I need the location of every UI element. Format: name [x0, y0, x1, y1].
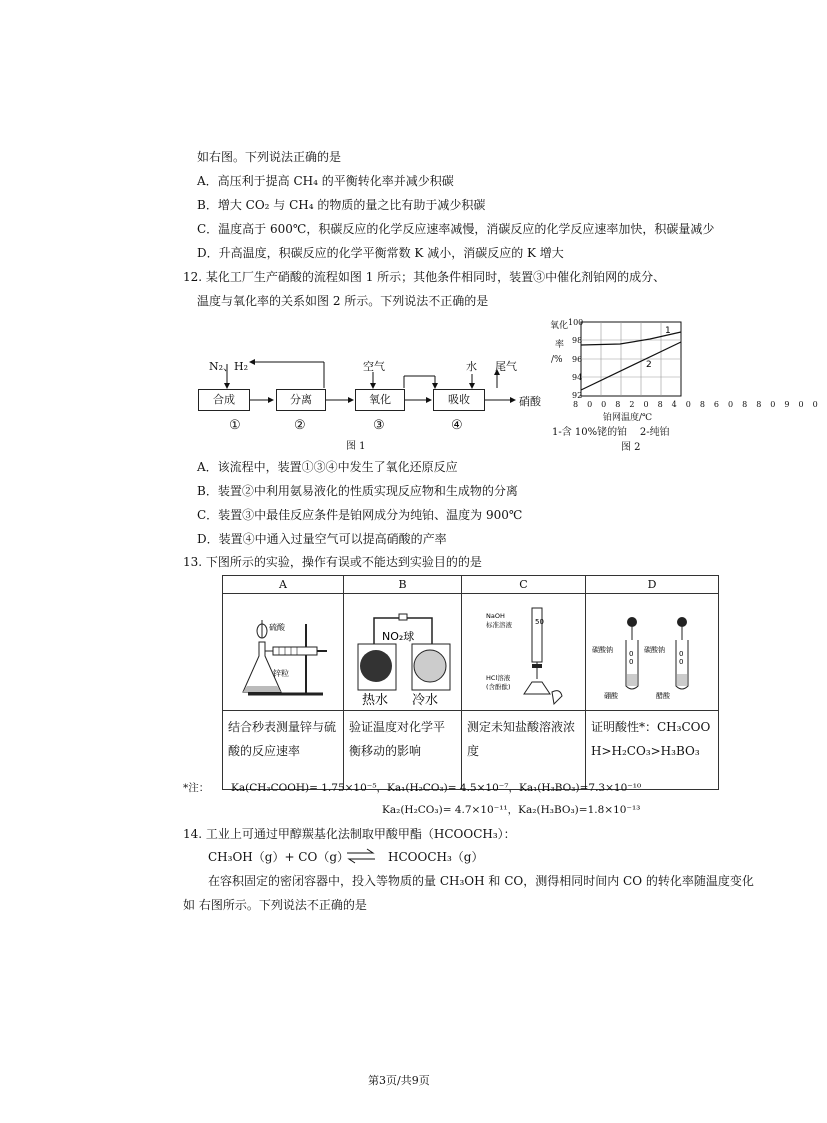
q14-eq-left: CH₃OH（g）+ CO（g） [208, 850, 350, 864]
q11-option-d: D．升高温度，积碳反应的化学平衡常数 K 减小，消碳反应的 K 增大 [197, 246, 564, 260]
q12-option-b: B．装置②中利用氨易液化的性质实现反应物和生成物的分离 [197, 484, 518, 498]
graph-xtick: 840 [657, 400, 700, 409]
flow-box-oxidation: 氧化 [355, 389, 405, 411]
label-sulfuric-acid: 硫酸 [269, 623, 285, 632]
graph-xtick: 880 [742, 400, 785, 409]
graph-curve-2-label: 2 [646, 360, 652, 370]
graph-xticks [573, 400, 827, 409]
titration-apparatus-icon [462, 594, 585, 707]
q12-stem-line1: 12. 某化工厂生产硝酸的流程如图 1 所示；其他条件相同时，装置③中催化剂铂网的成分、 [183, 270, 666, 284]
graph-ytick-100: 100 [568, 318, 584, 327]
drop-icon: 0 [679, 658, 684, 666]
flow-tail-gas: 尾气 [495, 360, 517, 373]
graph-ylabel-2: 率 [555, 340, 565, 350]
flow-num-4: ④ [451, 418, 463, 433]
graph-xtick: 860 [699, 400, 743, 409]
q14-eq-right: HCOOCH₃（g） [388, 850, 484, 864]
label-phenolphthalein: (含酚酞) [486, 683, 511, 691]
col-header-b: B [344, 576, 462, 594]
equilibrium-arrow-icon [346, 848, 376, 864]
flow-box-absorption: 吸收 [433, 389, 485, 411]
flow-product: 硝酸 [519, 395, 541, 408]
flow-input-air: 空气 [363, 360, 385, 373]
label-no2-ball: NO₂球 [382, 630, 415, 643]
graph-legend: 1-含 10%铑的铂 2-纯铂 [552, 427, 670, 438]
flow-num-1: ① [229, 418, 241, 433]
graph-ylabel-1: 氧化 [550, 321, 569, 331]
desc-d: 证明酸性*：CH₃COOH>H₂CO₃>H₃BO₃ [586, 711, 719, 790]
apparatus-d [586, 594, 719, 711]
label-boric-acid: 硼酸 [604, 692, 618, 700]
no2-balls-apparatus-icon [344, 594, 461, 707]
acid-comparison-apparatus-icon [586, 594, 718, 707]
graph-ytick-94: 94 [572, 373, 583, 382]
desc-c: 测定未知盐酸溶液浓度 [462, 711, 586, 790]
flow-caption: 图 1 [346, 441, 366, 452]
q14-stem: 14. 工业上可通过甲醇羰基化法制取甲酸甲酯（HCOOCH₃）： [183, 827, 516, 841]
note-line-1: Ka(CH₃COOH)= 1.75×10⁻⁵，Ka₁(H₂CO₃)= 4.5×10⁻⁷，Ka₁(H₃BO₃)=7.3×10⁻¹⁰ [231, 782, 642, 794]
q11-option-c: C．温度高于 600℃，积碳反应的化学反应速率减慢，消碳反应的化学反应速率加快，积碳量减少 [197, 222, 715, 236]
graph-ytick-98: 98 [572, 336, 583, 345]
q13-stem: 13. 下图所示的实验，操作有误或不能达到实验目的的是 [183, 555, 482, 569]
q12-stem-line2: 温度与氧化率的关系如图 2 所示。下列说法不正确的是 [197, 294, 489, 308]
drop-icon: 0 [629, 650, 634, 658]
q11-stem-tail: 如右图。下列说法正确的是 [197, 150, 342, 164]
note-label: *注： [183, 782, 210, 794]
graph-xtick: 900 [784, 400, 827, 409]
desc-b: 验证温度对化学平衡移动的影响 [344, 711, 462, 790]
label-sodium-carbonate-1: 碳酸钠 [592, 646, 613, 654]
graph-caption: 图 2 [621, 442, 641, 453]
q12-option-d: D．装置④中通入过量空气可以提高硝酸的产率 [197, 532, 447, 546]
label-cold-water: 冷水 [412, 693, 439, 708]
graph-ytick-92: 92 [572, 391, 583, 400]
label-hot-water: 热水 [362, 693, 389, 708]
label-standard-solution: 标准溶液 [486, 621, 512, 629]
q12-option-a: A．该流程中，装置①③④中发生了氧化还原反应 [197, 460, 458, 474]
flow-num-3: ③ [373, 418, 385, 433]
burette-mark: 50 [535, 618, 544, 626]
flow-box-separation: 分离 [276, 389, 326, 411]
graph-xlabel: 铂网温度/℃ [603, 413, 653, 423]
note-line-2: Ka₂(H₂CO₃)= 4.7×10⁻¹¹，Ka₂(H₃BO₃)=1.8×10⁻¹³ [382, 804, 641, 816]
q14-para-line2: 如 右图所示。下列说法不正确的是 [183, 898, 367, 912]
col-header-d: D [586, 576, 719, 594]
graph-xtick: 800 [573, 400, 616, 409]
label-sodium-carbonate-2: 碳酸钠 [644, 646, 665, 654]
label-zinc: 锌粒 [273, 669, 289, 678]
zinc-acid-apparatus-icon [223, 594, 343, 707]
graph-ylabel-3: /% [551, 355, 563, 365]
q11-option-b: B．增大 CO₂ 与 CH₄ 的物质的量之比有助于减少积碳 [197, 198, 486, 212]
label-hcl: HCl溶液 [486, 674, 511, 682]
label-naoh: NaOH [486, 612, 505, 620]
flow-input-water: 水 [466, 360, 477, 373]
col-header-a: A [223, 576, 344, 594]
graph-xtick: 820 [615, 400, 658, 409]
graph-curve-1-label: 1 [665, 326, 671, 336]
apparatus-c [462, 594, 586, 711]
page-footer: 第3页/共9页 [368, 1074, 430, 1087]
graph-plot [580, 318, 685, 400]
desc-a: 结合秒表测量锌与硫酸的反应速率 [223, 711, 344, 790]
apparatus-a [223, 594, 344, 711]
label-acetic-acid: 醋酸 [656, 692, 670, 700]
drop-icon: 0 [679, 650, 684, 658]
q14-para-line1: 在容积固定的密闭容器中，投入等物质的量 CH₃OH 和 CO，测得相同时间内 CO 的转化率随温度变化 [208, 874, 754, 888]
flow-input-n2h2: N₂、H₂ [209, 360, 249, 373]
q11-option-a: A．高压利于提高 CH₄ 的平衡转化率并减少积碳 [197, 174, 454, 188]
experiment-table [222, 575, 719, 790]
graph-ytick-96: 96 [572, 355, 583, 364]
flow-box-synthesis: 合成 [198, 389, 250, 411]
flow-num-2: ② [294, 418, 306, 433]
drop-icon: 0 [629, 658, 634, 666]
col-header-c: C [462, 576, 586, 594]
q12-option-c: C．装置③中最佳反应条件是铂网成分为纯铂、温度为 900℃ [197, 508, 523, 522]
apparatus-b [344, 594, 462, 711]
